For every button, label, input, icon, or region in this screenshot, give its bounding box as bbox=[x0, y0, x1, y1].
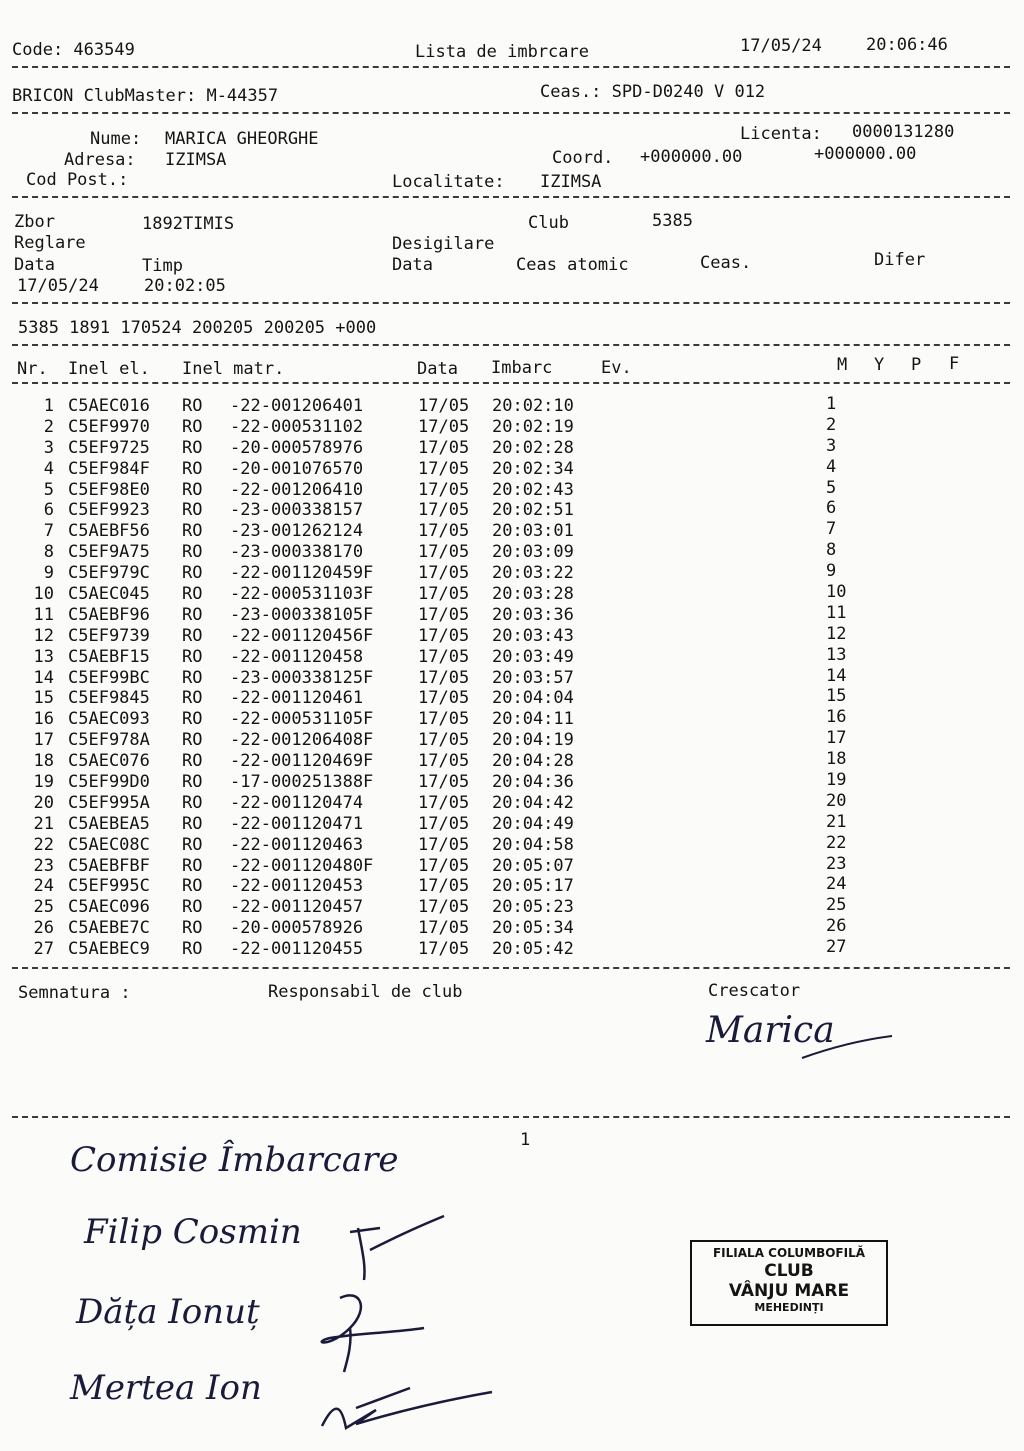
row-country: RO bbox=[182, 437, 203, 458]
print-date: 17/05/24 bbox=[740, 36, 822, 56]
row-ring-number: -22-001120455 bbox=[230, 939, 364, 960]
col-y: Y bbox=[874, 355, 885, 375]
row-time: 20:02:51 bbox=[492, 500, 574, 521]
row-time: 20:05:07 bbox=[492, 855, 574, 876]
row-m-rank: 14 bbox=[826, 665, 847, 686]
row-ring-number: -23-000338157 bbox=[230, 500, 364, 521]
row-electronic-ring: C5EF9923 bbox=[68, 500, 150, 521]
row-date: 17/05 bbox=[418, 500, 470, 521]
row-date: 17/05 bbox=[418, 772, 470, 793]
row-m-rank: 15 bbox=[826, 686, 847, 707]
row-nr: 1 bbox=[43, 396, 54, 416]
row-electronic-ring: C5AEBE7C bbox=[68, 918, 150, 939]
row-time: 20:03:01 bbox=[492, 521, 574, 542]
row-electronic-ring: C5AEC016 bbox=[68, 396, 150, 416]
row-nr: 19 bbox=[33, 772, 54, 793]
row-ring-number: -22-001206410 bbox=[230, 479, 364, 500]
row-country: RO bbox=[182, 625, 203, 646]
row-ring-number: -22-000531103F bbox=[230, 584, 374, 605]
row-date: 17/05 bbox=[418, 813, 470, 834]
row-ring-number: -23-000338170 bbox=[230, 542, 364, 563]
row-date: 17/05 bbox=[418, 918, 470, 939]
row-nr: 5 bbox=[43, 479, 54, 500]
row-ring-number: -22-001120458 bbox=[230, 646, 364, 667]
row-country: RO bbox=[182, 897, 203, 918]
row-m-rank: 12 bbox=[826, 623, 847, 644]
breeder-label: Crescator bbox=[708, 981, 801, 1001]
row-ring-number: -22-001120474 bbox=[230, 792, 364, 813]
row-ring-number: -22-001120469F bbox=[230, 751, 374, 772]
stamp-line-2: CLUB bbox=[764, 1261, 814, 1281]
clock-label: Ceas. bbox=[700, 253, 752, 273]
row-ring-number: -22-000531105F bbox=[230, 709, 374, 730]
row-time: 20:05:23 bbox=[492, 897, 574, 918]
address-label: Adresa: bbox=[64, 150, 136, 170]
flight-name: 1892TIMIS bbox=[142, 214, 235, 234]
row-ring-number: -22-001120471 bbox=[230, 813, 364, 834]
row-electronic-ring: C5AEBEA5 bbox=[68, 813, 150, 834]
row-country: RO bbox=[182, 542, 203, 563]
signature-mertea bbox=[316, 1378, 496, 1438]
row-nr: 27 bbox=[33, 939, 54, 960]
desigilare-label: Desigilare bbox=[392, 234, 495, 254]
row-country: RO bbox=[182, 751, 203, 772]
row-electronic-ring: C5EF9845 bbox=[68, 688, 150, 709]
clubmaster-id: BRICON ClubMaster: M-44357 bbox=[12, 86, 279, 106]
row-country: RO bbox=[182, 730, 203, 751]
page-number: 1 bbox=[520, 1130, 531, 1150]
row-date: 17/05 bbox=[418, 834, 470, 855]
row-date: 17/05 bbox=[418, 688, 470, 709]
row-country: RO bbox=[182, 563, 203, 584]
owner-locality: IZIMSA bbox=[540, 172, 602, 192]
col-electronic-ring: Inel el. bbox=[68, 359, 150, 379]
row-m-rank: 25 bbox=[826, 895, 847, 916]
divider bbox=[12, 66, 1010, 68]
divider bbox=[12, 196, 1010, 198]
divider bbox=[12, 967, 1010, 969]
row-nr: 9 bbox=[43, 563, 54, 584]
row-electronic-ring: C5AEBEC9 bbox=[68, 939, 150, 960]
row-country: RO bbox=[182, 772, 203, 793]
row-country: RO bbox=[182, 458, 203, 479]
license-label: Licenta: bbox=[740, 124, 822, 144]
row-m-rank: 19 bbox=[826, 770, 847, 791]
reglare-time: 20:02:05 bbox=[144, 276, 226, 296]
data-label: Data bbox=[14, 255, 55, 275]
row-m-rank: 9 bbox=[826, 561, 837, 582]
row-m-rank: 11 bbox=[826, 602, 847, 623]
row-ring-number: -22-001120457 bbox=[230, 897, 364, 918]
row-time: 20:04:28 bbox=[492, 751, 574, 772]
row-date: 17/05 bbox=[418, 855, 470, 876]
row-country: RO bbox=[182, 646, 203, 667]
row-country: RO bbox=[182, 667, 203, 688]
row-date: 17/05 bbox=[418, 584, 470, 605]
row-date: 17/05 bbox=[418, 563, 470, 584]
row-date: 17/05 bbox=[418, 730, 470, 751]
handwritten-member-2: Dăța Ionuț bbox=[76, 1292, 260, 1332]
divider bbox=[12, 344, 1010, 346]
row-nr: 8 bbox=[43, 542, 54, 563]
row-date: 17/05 bbox=[418, 667, 470, 688]
row-date: 17/05 bbox=[418, 604, 470, 625]
row-date: 17/05 bbox=[418, 437, 470, 458]
row-time: 20:04:42 bbox=[492, 792, 574, 813]
signature-data bbox=[300, 1288, 430, 1378]
row-time: 20:03:09 bbox=[492, 542, 574, 563]
row-nr: 4 bbox=[43, 458, 54, 479]
row-country: RO bbox=[182, 709, 203, 730]
atomic-clock-label: Ceas atomic bbox=[516, 255, 629, 275]
row-time: 20:02:43 bbox=[492, 479, 574, 500]
row-nr: 7 bbox=[43, 521, 54, 542]
row-date: 17/05 bbox=[418, 939, 470, 960]
row-ring-number: -22-001120480F bbox=[230, 855, 374, 876]
row-date: 17/05 bbox=[418, 479, 470, 500]
row-country: RO bbox=[182, 813, 203, 834]
col-p: P bbox=[911, 355, 922, 375]
row-country: RO bbox=[182, 396, 203, 416]
locality-label: Localitate: bbox=[392, 172, 505, 192]
row-nr: 23 bbox=[33, 855, 54, 876]
row-country: RO bbox=[182, 479, 203, 500]
row-country: RO bbox=[182, 584, 203, 605]
row-time: 20:02:10 bbox=[492, 396, 574, 416]
row-time: 20:05:42 bbox=[492, 939, 574, 960]
row-country: RO bbox=[182, 855, 203, 876]
coord-lon: +000000.00 bbox=[814, 144, 917, 164]
row-nr: 6 bbox=[43, 500, 54, 521]
col-m: M bbox=[837, 355, 848, 375]
row-electronic-ring: C5EF9A75 bbox=[68, 542, 150, 563]
row-country: RO bbox=[182, 416, 203, 437]
row-time: 20:04:19 bbox=[492, 730, 574, 751]
row-country: RO bbox=[182, 834, 203, 855]
row-nr: 21 bbox=[33, 813, 54, 834]
row-time: 20:03:36 bbox=[492, 604, 574, 625]
row-date: 17/05 bbox=[418, 416, 470, 437]
row-ring-number: -17-000251388F bbox=[230, 772, 374, 793]
owner-address: IZIMSA bbox=[165, 150, 227, 170]
row-nr: 20 bbox=[33, 792, 54, 813]
row-electronic-ring: C5AEBFBF bbox=[68, 855, 150, 876]
row-time: 20:04:36 bbox=[492, 772, 574, 793]
row-electronic-ring: C5AEC093 bbox=[68, 709, 150, 730]
row-time: 20:03:43 bbox=[492, 625, 574, 646]
row-country: RO bbox=[182, 604, 203, 625]
row-electronic-ring: C5EF984F bbox=[68, 458, 150, 479]
row-ring-number: -20-000578926 bbox=[230, 918, 364, 939]
row-time: 20:03:22 bbox=[492, 563, 574, 584]
club-responsible-label: Responsabil de club bbox=[268, 982, 463, 1002]
row-m-rank: 6 bbox=[826, 498, 837, 519]
row-electronic-ring: C5EF979C bbox=[68, 563, 150, 584]
row-date: 17/05 bbox=[418, 542, 470, 563]
col-boarding: Imbarc bbox=[491, 358, 553, 378]
row-m-rank: 2 bbox=[826, 414, 837, 435]
breeder-signature: Marica bbox=[706, 1010, 835, 1051]
row-electronic-ring: C5AEC045 bbox=[68, 584, 150, 605]
row-m-rank: 21 bbox=[826, 811, 847, 832]
row-m-rank: 8 bbox=[826, 540, 837, 561]
row-time: 20:04:04 bbox=[492, 688, 574, 709]
row-time: 20:02:28 bbox=[492, 437, 574, 458]
stamp-line-3: VÂNJU MARE bbox=[728, 1281, 850, 1301]
row-date: 17/05 bbox=[418, 792, 470, 813]
data-label-2: Data bbox=[392, 255, 433, 275]
row-m-rank: 3 bbox=[826, 435, 837, 456]
divider bbox=[12, 302, 1010, 304]
row-time: 20:05:34 bbox=[492, 918, 574, 939]
divider bbox=[12, 112, 1010, 114]
row-date: 17/05 bbox=[418, 521, 470, 542]
row-m-rank: 26 bbox=[826, 916, 847, 937]
row-ring-number: -22-000531102 bbox=[230, 416, 364, 437]
row-ring-number: -20-001076570 bbox=[230, 458, 364, 479]
signature-stroke bbox=[800, 1032, 895, 1062]
divider bbox=[12, 382, 1010, 384]
col-ring-number: Inel matr. bbox=[182, 359, 285, 379]
row-date: 17/05 bbox=[418, 458, 470, 479]
signature-label: Semnatura : bbox=[18, 983, 131, 1003]
stamp-line-4: MEHEDINȚI bbox=[754, 1301, 824, 1314]
row-nr: 24 bbox=[33, 876, 54, 897]
row-electronic-ring: C5EF9725 bbox=[68, 437, 150, 458]
row-m-rank: 13 bbox=[826, 644, 847, 665]
club-stamp bbox=[690, 1240, 888, 1326]
row-ring-number: -23-001262124 bbox=[230, 521, 364, 542]
clock-id: Ceas.: SPD-D0240 V 012 bbox=[540, 82, 766, 102]
row-time: 20:03:28 bbox=[492, 584, 574, 605]
club-number: 5385 bbox=[652, 211, 693, 231]
reglare-label: Reglare bbox=[14, 233, 86, 253]
row-ring-number: -22-001120453 bbox=[230, 876, 364, 897]
row-ring-number: -20-000578976 bbox=[230, 437, 364, 458]
col-event: Ev. bbox=[601, 358, 632, 378]
timp-label: Timp bbox=[142, 256, 183, 276]
row-electronic-ring: C5EF99D0 bbox=[68, 772, 150, 793]
row-time: 20:03:57 bbox=[492, 667, 574, 688]
row-ring-number: -22-001120461 bbox=[230, 688, 364, 709]
row-nr: 10 bbox=[33, 584, 54, 605]
row-time: 20:04:58 bbox=[492, 834, 574, 855]
row-m-rank: 7 bbox=[826, 519, 837, 540]
row-date: 17/05 bbox=[418, 709, 470, 730]
row-m-rank: 16 bbox=[826, 707, 847, 728]
row-country: RO bbox=[182, 939, 203, 960]
row-electronic-ring: C5EF995A bbox=[68, 792, 150, 813]
row-date: 17/05 bbox=[418, 646, 470, 667]
club-label: Club bbox=[528, 213, 569, 233]
name-label: Nume: bbox=[90, 129, 142, 149]
row-time: 20:02:34 bbox=[492, 458, 574, 479]
postcode-label: Cod Post.: bbox=[26, 170, 129, 190]
print-time: 20:06:46 bbox=[866, 35, 948, 55]
row-date: 17/05 bbox=[418, 751, 470, 772]
row-ring-number: -22-001120456F bbox=[230, 625, 374, 646]
row-m-rank: 27 bbox=[826, 937, 847, 958]
row-m-rank: 24 bbox=[826, 874, 847, 895]
difference-label: Difer bbox=[874, 250, 926, 270]
row-country: RO bbox=[182, 500, 203, 521]
row-nr: 11 bbox=[33, 604, 54, 625]
row-country: RO bbox=[182, 918, 203, 939]
row-ring-number: -22-001120463 bbox=[230, 834, 364, 855]
row-time: 20:02:19 bbox=[492, 416, 574, 437]
coord-label: Coord. bbox=[552, 148, 614, 168]
row-nr: 17 bbox=[33, 730, 54, 751]
row-nr: 3 bbox=[43, 437, 54, 458]
flight-label: Zbor bbox=[14, 212, 55, 232]
document-code: Code: 463549 bbox=[12, 40, 135, 60]
row-electronic-ring: C5AEBF15 bbox=[68, 646, 150, 667]
row-electronic-ring: C5EF99BC bbox=[68, 667, 150, 688]
row-m-rank: 17 bbox=[826, 728, 847, 749]
owner-name: MARICA GHEORGHE bbox=[165, 129, 319, 149]
row-nr: 18 bbox=[33, 751, 54, 772]
row-electronic-ring: C5AEBF56 bbox=[68, 521, 150, 542]
document-title: Lista de imbrcare bbox=[415, 42, 589, 62]
col-f: F bbox=[949, 354, 960, 374]
license-number: 0000131280 bbox=[852, 122, 955, 142]
row-nr: 13 bbox=[33, 646, 54, 667]
handwritten-member-3: Mertea Ion bbox=[70, 1368, 262, 1408]
row-electronic-ring: C5EF9739 bbox=[68, 625, 150, 646]
row-nr: 12 bbox=[33, 625, 54, 646]
row-nr: 14 bbox=[33, 667, 54, 688]
row-electronic-ring: C5EF98E0 bbox=[68, 479, 150, 500]
row-time: 20:05:17 bbox=[492, 876, 574, 897]
row-ring-number: -22-001206408F bbox=[230, 730, 374, 751]
row-electronic-ring: C5AEC096 bbox=[68, 897, 150, 918]
handwritten-member-1: Filip Cosmin bbox=[84, 1212, 302, 1252]
row-time: 20:03:49 bbox=[492, 646, 574, 667]
row-m-rank: 1 bbox=[826, 394, 837, 414]
row-ring-number: -22-001120459F bbox=[230, 563, 374, 584]
row-m-rank: 20 bbox=[826, 790, 847, 811]
row-ring-number: -23-000338125F bbox=[230, 667, 374, 688]
row-time: 20:04:49 bbox=[492, 813, 574, 834]
col-date: Data bbox=[417, 359, 458, 379]
row-time: 20:04:11 bbox=[492, 709, 574, 730]
row-date: 17/05 bbox=[418, 396, 470, 416]
reglare-date: 17/05/24 bbox=[17, 276, 99, 296]
row-electronic-ring: C5EF978A bbox=[68, 730, 150, 751]
row-nr: 16 bbox=[33, 709, 54, 730]
row-m-rank: 5 bbox=[826, 477, 837, 498]
row-m-rank: 18 bbox=[826, 749, 847, 770]
coord-lat: +000000.00 bbox=[640, 147, 743, 167]
handwritten-commission: Comisie Îmbarcare bbox=[70, 1140, 399, 1180]
signature-filip bbox=[340, 1210, 450, 1290]
divider bbox=[12, 1116, 1010, 1118]
col-nr: Nr. bbox=[17, 359, 48, 379]
row-country: RO bbox=[182, 792, 203, 813]
row-ring-number: -23-000338105F bbox=[230, 604, 374, 625]
row-country: RO bbox=[182, 688, 203, 709]
row-nr: 22 bbox=[33, 834, 54, 855]
row-m-rank: 22 bbox=[826, 832, 847, 853]
row-nr: 25 bbox=[33, 897, 54, 918]
stamp-line-1: FILIALA COLUMBOFILĂ bbox=[712, 1246, 866, 1260]
row-nr: 15 bbox=[33, 688, 54, 709]
row-electronic-ring: C5EF9970 bbox=[68, 416, 150, 437]
row-electronic-ring: C5AEC08C bbox=[68, 834, 150, 855]
row-electronic-ring: C5AEBF96 bbox=[68, 604, 150, 625]
row-country: RO bbox=[182, 521, 203, 542]
row-ring-number: -22-001206401 bbox=[230, 396, 364, 416]
row-m-rank: 10 bbox=[826, 582, 847, 603]
row-electronic-ring: C5AEC076 bbox=[68, 751, 150, 772]
row-m-rank: 23 bbox=[826, 853, 847, 874]
row-country: RO bbox=[182, 876, 203, 897]
row-nr: 26 bbox=[33, 918, 54, 939]
row-electronic-ring: C5EF995C bbox=[68, 876, 150, 897]
row-date: 17/05 bbox=[418, 876, 470, 897]
flight-code-line: 5385 1891 170524 200205 200205 +000 bbox=[18, 318, 377, 338]
row-date: 17/05 bbox=[418, 897, 470, 918]
row-m-rank: 4 bbox=[826, 456, 837, 477]
row-date: 17/05 bbox=[418, 625, 470, 646]
row-nr: 2 bbox=[43, 416, 54, 437]
